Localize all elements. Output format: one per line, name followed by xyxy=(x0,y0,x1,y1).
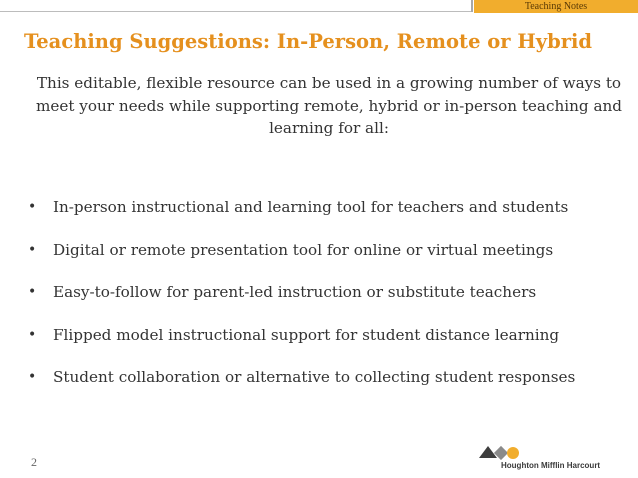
bullet-icon: • xyxy=(28,241,37,258)
triangle-icon xyxy=(479,446,497,458)
bullet-icon: • xyxy=(28,369,37,385)
page-number: 2 xyxy=(31,455,37,469)
list-item-text: Student collaboration or alternative to collecting student responses xyxy=(53,368,576,386)
bullet-icon: • xyxy=(28,326,37,343)
bullet-icon: • xyxy=(28,284,37,300)
header-rule xyxy=(0,11,472,12)
list-item xyxy=(28,324,575,367)
publisher-name: Houghton Mifflin Harcourt xyxy=(501,461,601,470)
bullet-icon: • xyxy=(28,199,37,215)
logo-marks xyxy=(479,444,521,460)
circle-icon xyxy=(507,447,519,459)
list-item xyxy=(28,281,575,324)
list-item-text: Easy-to-follow for parent-led instruction or substitute teachers xyxy=(53,283,537,301)
list-item-text: In-person instructional and learning tool for teachers and students xyxy=(53,198,569,216)
intro-paragraph: This editable, flexible resource can be used in a growing number of ways to meet your needs while supporting remote, hybrid or in-person teaching and learning for all: xyxy=(35,74,623,137)
slide-title: Teaching Suggestions: In-Person, Remote or Hybrid xyxy=(24,30,593,53)
teaching-notes-tab: Teaching Notes xyxy=(474,0,638,13)
header-rule-tick xyxy=(471,0,473,12)
list-item-text: Digital or remote presentation tool for online or virtual meetings xyxy=(53,240,554,259)
suggestion-list xyxy=(28,196,575,409)
publisher-logo xyxy=(479,444,629,470)
list-item xyxy=(28,366,575,409)
list-item-text: Flipped model instructional support for student distance learning xyxy=(53,325,560,344)
list-item xyxy=(28,239,575,282)
list-item xyxy=(28,196,575,239)
